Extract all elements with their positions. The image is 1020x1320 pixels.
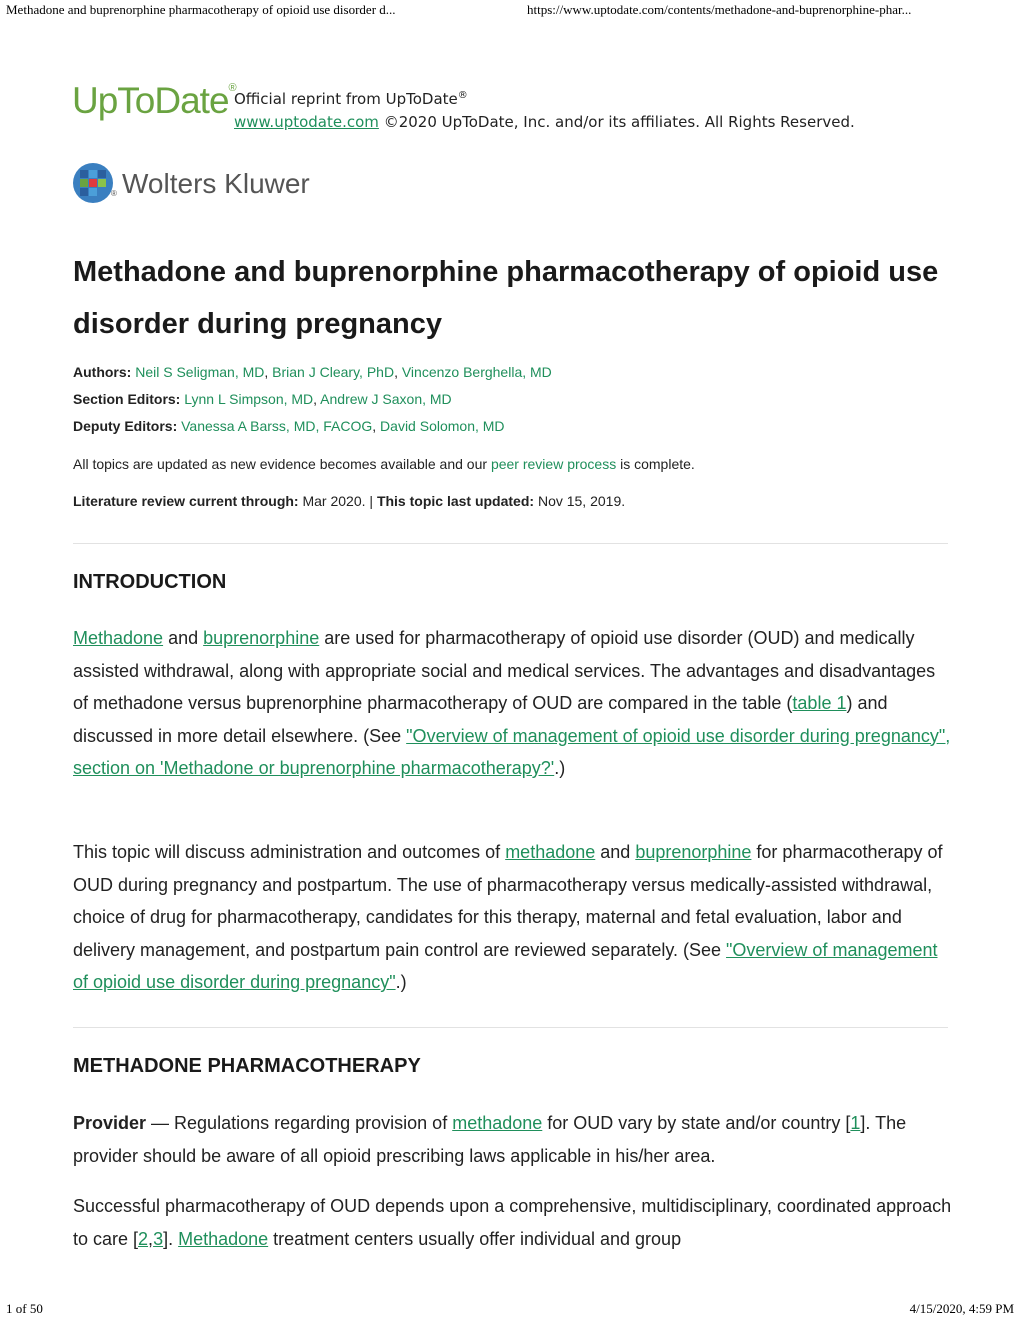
uptodate-link[interactable]: www.uptodate.com [234,113,379,131]
drug-link[interactable]: Methadone [73,628,164,648]
header-logos [72,80,952,130]
topic-link[interactable]: "Overview of management of opioid use disorder during pregnancy", section on 'Methadone or buprenorphine pharmacotherapy?' [73,725,951,778]
divider [73,543,948,544]
drug-link[interactable]: methadone [452,1113,543,1133]
methadone-paragraph-2: Successful pharmacotherapy of OUD depends upon a comprehensive, multidisciplinary, coordinated approach to care [2,3]. Methadone treatment centers usually offer individual and group [73,1196,952,1249]
print-header-url: https://www.uptodate.com/contents/methadone-and-buprenorphine-phar... [527,2,912,17]
print-header [0,2,1020,20]
author-link[interactable]: Brian J Cleary, PhD [272,364,395,380]
peer-review-link[interactable]: peer review process [490,456,617,472]
print-header-title: Methadone and buprenorphine pharmacotherapy of opioid use disorder d... [6,2,396,17]
intro-paragraph-1: Methadone and buprenorphine are used for pharmacotherapy of opioid use disorder (OUD) and medically assisted withdrawal, along with appropriate social and medical services. The advantages and disadvantages of methadone versus buprenorphine pharmacotherapy of OUD are compared in the table (table 1) and discussed in more detail elsewhere. (See "Overview of management of opioid use disorder during pregnancy", section on 'Methadone or buprenorphine pharmacotherapy?'.) [73,628,951,778]
uptodate-logo: UpToDate® [72,80,236,121]
review-dates: Literature review current through: Mar 2020. | This topic last updated: Nov 15, 2019. [73,493,626,509]
intro-paragraph-2: This topic will discuss administration and outcomes of methadone and buprenorphine for pharmacotherapy of OUD during pregnancy and postpartum. The use of pharmacotherapy versus medically-assisted withdrawal, choice of drug for pharmacotherapy, candidates for this therapy, maternal and fetal evaluation, labor and delivery management, and postpartum pain control are reviewed separately. (See "Overview of management of opioid use disorder during pregnancy".) [73,842,943,992]
drug-link[interactable]: buprenorphine [203,628,320,648]
copyright: ©2020 UpToDate, Inc. and/or its affiliates. All Rights Reserved. [378,113,855,131]
print-timestamp: 4/15/2020, 4:59 PM [909,1301,1014,1316]
update-note: All topics are updated as new evidence becomes available and our peer review process is complete. [73,456,695,472]
editor-link[interactable]: David Solomon, MD [380,418,505,434]
reference-link[interactable]: 2 [138,1228,149,1249]
author-link[interactable]: Vincenzo Berghella, MD [401,364,552,380]
authors-line: Authors: Neil S Seligman, MD, Brian J Cleary, PhD, Vincenzo Berghella, MD [73,364,552,380]
wolters-kluwer-logo: ® Wolters Kluwer [72,162,332,204]
page-title: Methadone and buprenorphine pharmacotherapy of opioid use disorder during pregnancy [73,256,939,340]
wolters-kluwer-wordmark: Wolters Kluwer [122,168,310,199]
author-link[interactable]: Neil S Seligman, MD [135,364,265,380]
section-editors-line: Section Editors: Lynn L Simpson, MD, Andrew J Saxon, MD [73,391,452,407]
editor-link[interactable]: Lynn L Simpson, MD [184,391,314,407]
wolters-kluwer-emblem-icon [72,162,114,204]
section-heading-methadone: METHADONE PHARMACOTHERAPY [73,1055,421,1077]
editor-link[interactable]: Vanessa A Barss, MD, FACOG [181,418,373,434]
page-count: 1 of 50 [6,1301,43,1316]
topic-link[interactable]: "Overview of management of opioid use disorder during pregnancy" [73,939,938,992]
section-heading-introduction: INTRODUCTION [73,571,227,593]
reference-link[interactable]: 1 [850,1113,861,1133]
divider [73,1027,948,1028]
drug-link[interactable]: Methadone [178,1228,269,1249]
editor-link[interactable]: Andrew J Saxon, MD [320,391,452,407]
drug-link[interactable]: buprenorphine [635,842,752,862]
drug-link[interactable]: methadone [505,842,596,862]
deputy-editors-line: Deputy Editors: Vanessa A Barss, MD, FACOG, David Solomon, MD [73,418,505,434]
print-footer [0,1301,1020,1319]
reprint-line: Official reprint from UpToDate [234,90,458,108]
reference-link[interactable]: 3 [153,1228,164,1249]
reprint-notice: Official reprint from UpToDate® www.uptodate.com ©2020 UpToDate, Inc. and/or its affiliates. All Rights Reserved. [234,90,855,131]
methadone-paragraph-1: Provider — Regulations regarding provision of methadone for OUD vary by state and/or country [1]. The provider should be aware of all opioid prescribing laws applicable in his/her area. [73,1113,907,1166]
table-link[interactable]: table 1 [792,693,847,713]
